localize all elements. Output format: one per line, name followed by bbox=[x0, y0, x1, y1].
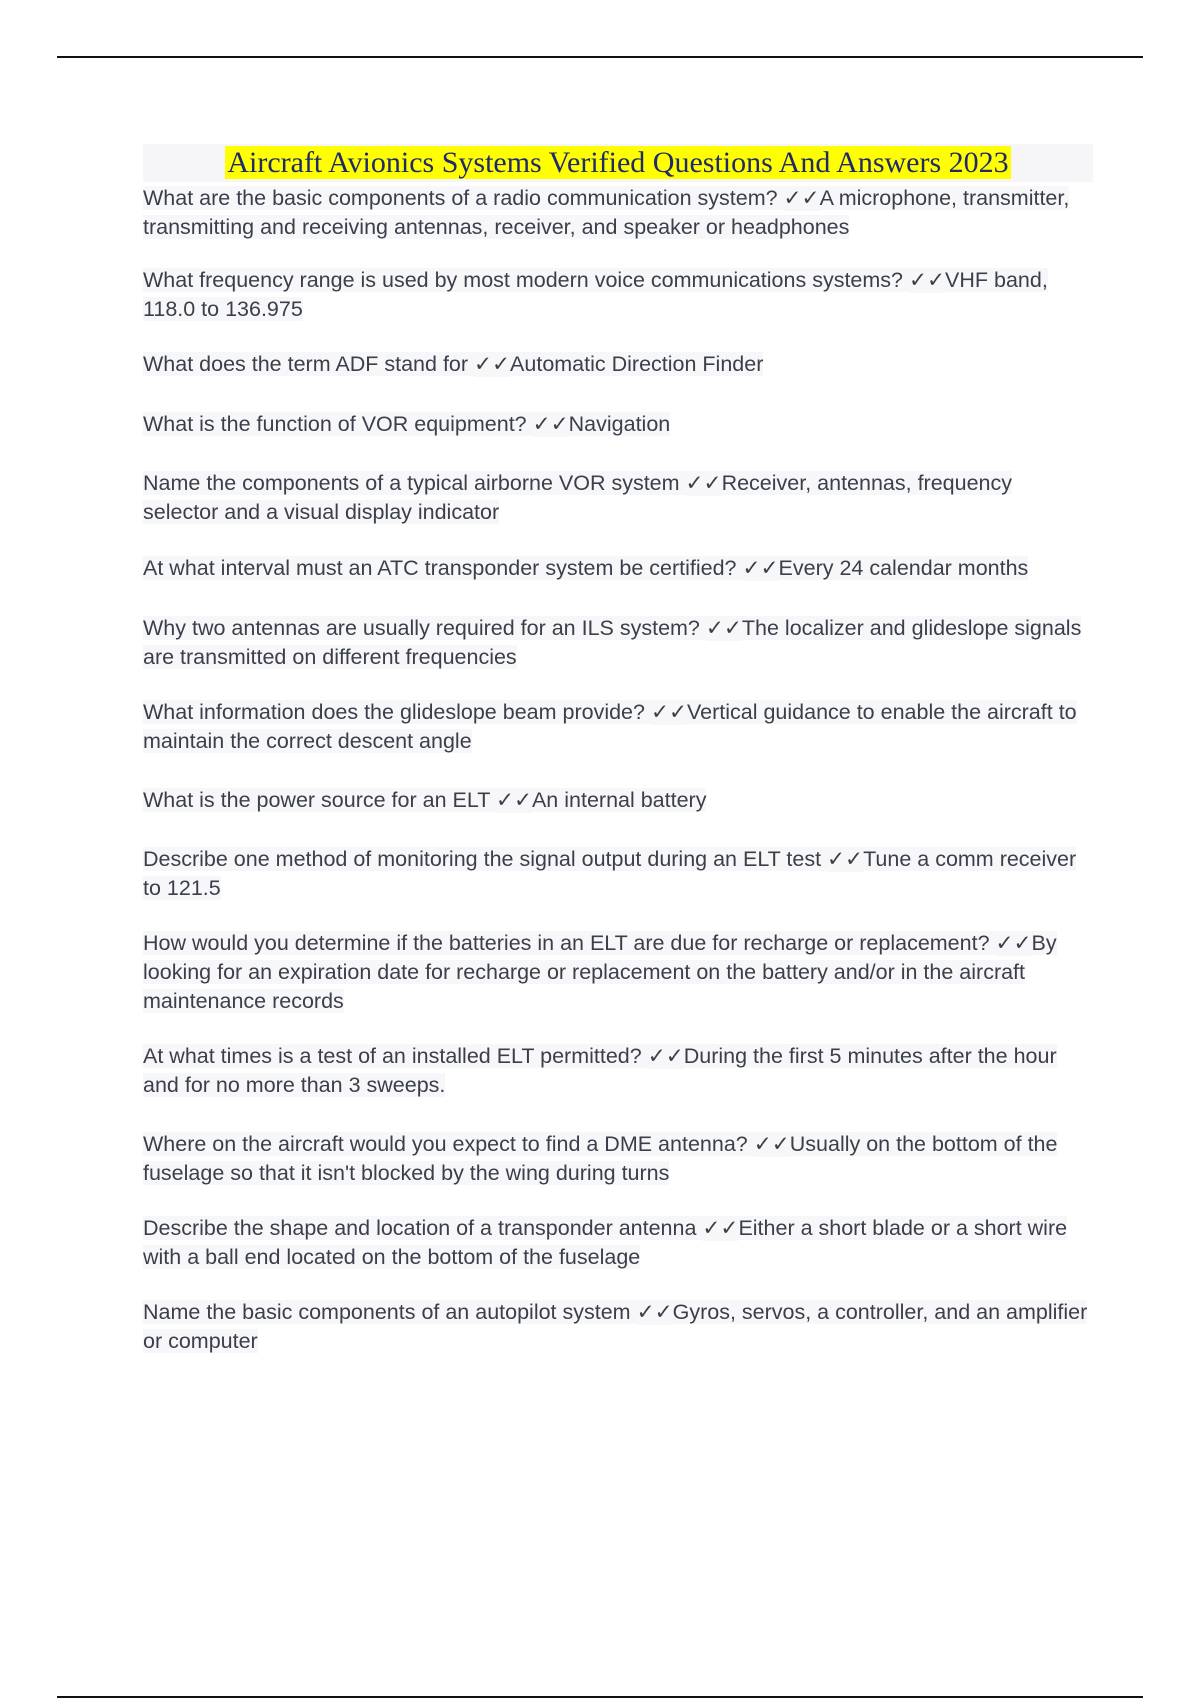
question: Name the components of a typical airborne VOR system bbox=[143, 471, 680, 495]
answer: Navigation bbox=[568, 412, 671, 436]
answer: Automatic Direction Finder bbox=[510, 352, 764, 376]
check-icon: ✓✓ bbox=[995, 931, 1032, 956]
qa-item-10 bbox=[143, 845, 1093, 903]
qa-item-13 bbox=[143, 1130, 1093, 1188]
qa-item-11 bbox=[143, 929, 1093, 1016]
check-icon: ✓✓ bbox=[783, 186, 820, 211]
top-rule bbox=[57, 56, 1143, 58]
check-icon: ✓✓ bbox=[742, 556, 779, 581]
question: What does the term ADF stand for bbox=[143, 352, 469, 376]
answer: Usually on the bottom of the fuselage so that it isn't blocked by the wing during turns bbox=[143, 1132, 1058, 1185]
qa-item-12 bbox=[143, 1042, 1093, 1100]
qa-item-7 bbox=[143, 614, 1093, 672]
check-icon: ✓✓ bbox=[702, 1216, 739, 1241]
qa-item-1 bbox=[143, 184, 1093, 242]
check-icon: ✓✓ bbox=[650, 700, 687, 725]
answer: Gyros, servos, a controller, and an amplifier or computer bbox=[143, 1300, 1088, 1353]
answer: During the first 5 minutes after the hour and for no more than 3 sweeps. bbox=[143, 1044, 1057, 1097]
qa-item-8 bbox=[143, 698, 1093, 756]
question: What is the function of VOR equipment? bbox=[143, 412, 527, 436]
answer: Either a short blade or a short wire with a ball end located on the bottom of the fuselage bbox=[143, 1216, 1068, 1269]
check-icon: ✓✓ bbox=[827, 847, 864, 872]
check-icon: ✓✓ bbox=[705, 616, 742, 641]
question: What frequency range is used by most modern voice communications systems? bbox=[143, 268, 903, 292]
bottom-rule bbox=[57, 1696, 1143, 1698]
answer: A microphone, transmitter, transmitting and receiving antennas, receiver, and speaker or headphones bbox=[143, 186, 1070, 239]
check-icon: ✓✓ bbox=[685, 471, 722, 496]
answer: VHF band, 118.0 to 136.975 bbox=[143, 268, 1048, 321]
title-row bbox=[143, 144, 1093, 182]
question: Describe the shape and location of a transponder antenna bbox=[143, 1216, 697, 1240]
question: Describe one method of monitoring the signal output during an ELT test bbox=[143, 847, 822, 871]
check-icon: ✓✓ bbox=[532, 412, 569, 437]
question: Name the basic components of an autopilot system bbox=[143, 1300, 631, 1324]
answer: Tune a comm receiver to 121.5 bbox=[143, 847, 1077, 900]
qa-item-4 bbox=[143, 410, 1093, 439]
answer: Receiver, antennas, frequency selector and a visual display indicator bbox=[143, 471, 1012, 524]
qa-item-5 bbox=[143, 469, 1093, 527]
check-icon: ✓✓ bbox=[495, 788, 532, 813]
question: What information does the glideslope beam provide? bbox=[143, 700, 645, 724]
question: What is the power source for an ELT bbox=[143, 788, 490, 812]
qa-item-6 bbox=[143, 554, 1093, 583]
answer: Every 24 calendar months bbox=[778, 556, 1029, 580]
check-icon: ✓✓ bbox=[753, 1132, 790, 1157]
question: Where on the aircraft would you expect to find a DME antenna? bbox=[143, 1132, 748, 1156]
answer: An internal battery bbox=[531, 788, 707, 812]
question: At what interval must an ATC transponder system be certified? bbox=[143, 556, 737, 580]
qa-item-14 bbox=[143, 1214, 1093, 1272]
qa-item-9 bbox=[143, 786, 1093, 815]
answer: The localizer and glideslope signals are transmitted on different frequencies bbox=[143, 616, 1082, 669]
question: Why two antennas are usually required for an ILS system? bbox=[143, 616, 700, 640]
qa-item-3 bbox=[143, 350, 1093, 379]
qa-item-2 bbox=[143, 266, 1093, 324]
check-icon: ✓✓ bbox=[474, 352, 511, 377]
answer: Vertical guidance to enable the aircraft to maintain the correct descent angle bbox=[143, 700, 1077, 753]
check-icon: ✓✓ bbox=[636, 1300, 673, 1325]
document-title: Aircraft Avionics Systems Verified Questions And Answers 2023 bbox=[227, 146, 1009, 179]
question: What are the basic components of a radio communication system? bbox=[143, 186, 778, 210]
qa-item-15 bbox=[143, 1298, 1093, 1356]
answer: By looking for an expiration date for recharge or replacement on the battery and/or in the aircraft maintenance records bbox=[143, 931, 1057, 1013]
document-body bbox=[143, 144, 1093, 1356]
question: How would you determine if the batteries in an ELT are due for recharge or replacement? bbox=[143, 931, 990, 955]
question: At what times is a test of an installed ELT permitted? bbox=[143, 1044, 642, 1068]
check-icon: ✓✓ bbox=[908, 268, 946, 293]
check-icon: ✓✓ bbox=[647, 1044, 684, 1069]
